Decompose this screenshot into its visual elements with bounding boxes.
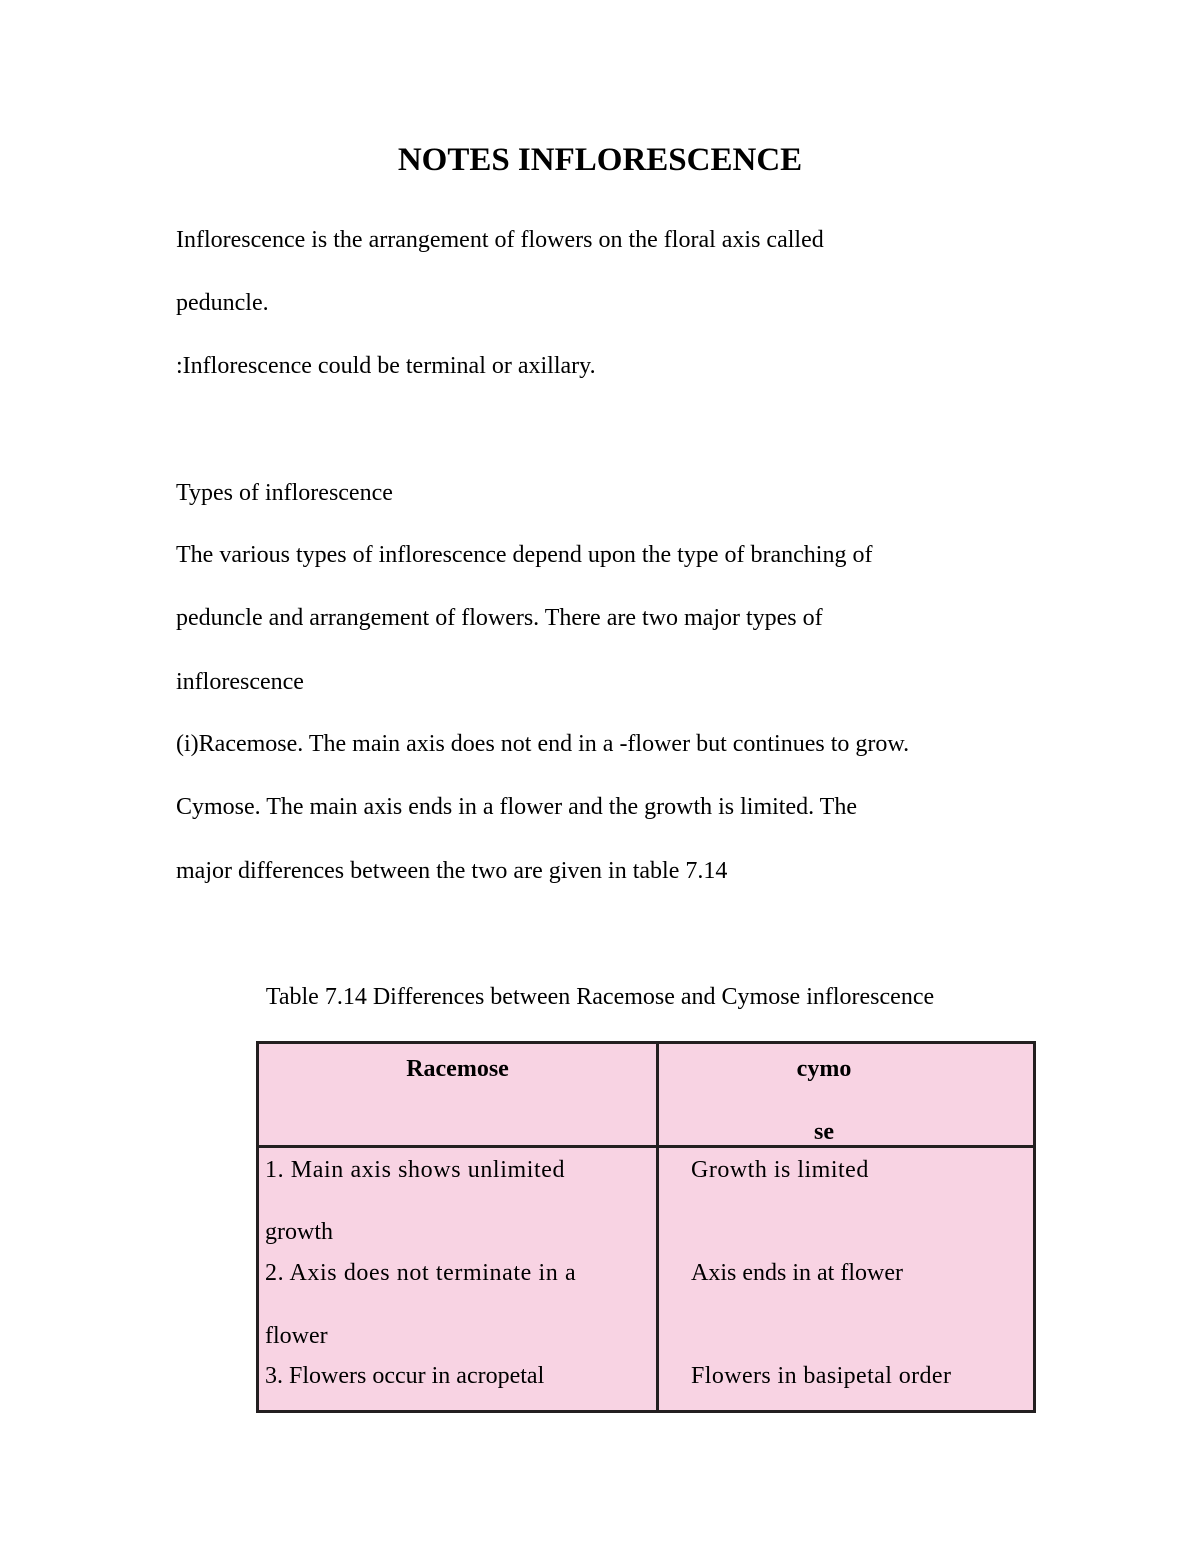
table-column-divider bbox=[656, 1044, 659, 1410]
cymose-cell-line: Flowers in basipetal order bbox=[691, 1363, 952, 1389]
cymose-cell-line: Growth is limited bbox=[691, 1157, 869, 1183]
table-header-cymose-line2: se bbox=[814, 1119, 834, 1145]
paragraph-line: :Inflorescence could be terminal or axillary. bbox=[176, 353, 596, 379]
paragraph-line: major differences between the two are given in table 7.14 bbox=[176, 858, 728, 884]
racemose-cell-line: flower bbox=[265, 1323, 328, 1349]
section-heading: Types of inflorescence bbox=[176, 480, 393, 506]
paragraph-line: peduncle and arrangement of flowers. There are two major types of bbox=[176, 605, 823, 631]
table-header-cymose-line1: cymo bbox=[796, 1056, 852, 1082]
comparison-table bbox=[256, 1041, 1036, 1413]
racemose-cell-line: growth bbox=[265, 1219, 333, 1245]
paragraph-line: The various types of inflorescence depend upon the type of branching of bbox=[176, 542, 873, 568]
racemose-cell-line: 3. Flowers occur in acropetal bbox=[265, 1363, 545, 1389]
cymose-cell-line: Axis ends in at flower bbox=[691, 1260, 903, 1286]
document-title: NOTES INFLORESCENCE bbox=[397, 142, 803, 178]
paragraph-line: inflorescence bbox=[176, 669, 304, 695]
racemose-cell-line: 2. Axis does not terminate in a bbox=[265, 1260, 577, 1286]
paragraph-line: (i)Racemose. The main axis does not end in a -flower but continues to grow. bbox=[176, 731, 910, 757]
racemose-cell-line: 1. Main axis shows unlimited bbox=[265, 1157, 566, 1183]
paragraph-line: Inflorescence is the arrangement of flowers on the floral axis called bbox=[176, 227, 824, 253]
table-caption: Table 7.14 Differences between Racemose and Cymose inflorescence bbox=[265, 984, 935, 1010]
table-header-racemose: Racemose bbox=[406, 1056, 509, 1082]
paragraph-line: Cymose. The main axis ends in a flower and the growth is limited. The bbox=[176, 794, 857, 820]
paragraph-line: peduncle. bbox=[176, 290, 269, 316]
